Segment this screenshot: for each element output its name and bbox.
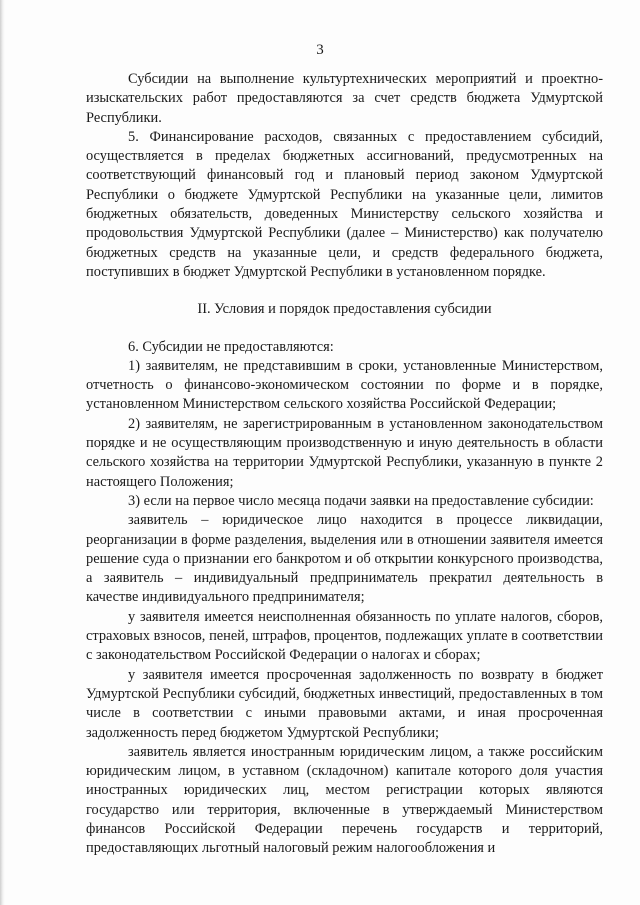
- paragraph-tax-obligation: у заявителя имеется неисполненная обязанность по уплате налогов, сборов, страховых взносов, пеней, штрафов, процентов, подлежащих уплате в соответствии с законодательством Российской Федерации о налогах и сборах;: [86, 608, 603, 664]
- paragraph-foreign-entity: заявитель является иностранным юридическим лицом, а также российским юридическим лицом, в уставном (складочном) капитале которого доля участия иностранных юридических лиц, местом регистрации которых являются государство или территория, включенные в утверждаемый Министерством финансов Российской Федерации перечень государств и территорий, предоставляющих льготный налоговый режим налогообложения и: [86, 743, 603, 857]
- paragraph-liquidation: заявитель – юридическое лицо находится в процессе ликвидации, реорганизации в форме разделения, выделения или в отношении заявителя имеется решение суда о признании его банкротом и об открытии конкурсного производства, а заявитель – индивидуальный предприниматель прекратил деятельность в качестве индивидуального предпринимателя;: [86, 512, 603, 606]
- section-heading: II. Условия и порядок предоставления субсидии: [197, 301, 492, 318]
- paragraph-subitem-3: 3) если на первое число месяца подачи заявки на предоставление субсидии:: [128, 492, 594, 509]
- paragraph-subitem-1: 1) заявителям, не представившим в сроки, установленные Министерством, отчетность о финансово-экономическом состоянии по форме и в порядке, установленном Министерством сельского хозяйства Российской Федерации;: [86, 357, 603, 413]
- document-body: [86, 70, 603, 859]
- paragraph-overdue-debt: у заявителя имеется просроченная задолженность по возврату в бюджет Удмуртской Республики субсидий, бюджетных инвестиций, предоставленных в том числе в соответствии с иными правовыми актами, и иная просроченная задолженность перед бюджетом Удмуртской Республики;: [86, 666, 603, 741]
- paragraph-subsidies-intro: Субсидии на выполнение культуртехнических мероприятий и проектно-изыскательских работ предоставляются за счет средств бюджета Удмуртской Республики.: [86, 71, 603, 126]
- paragraph-subitem-2: 2) заявителям, не зарегистрированным в установленном законодательством порядке и не осуществляющим производственную и иную деятельность в области сельского хозяйства на территории Удмуртской Республики, указанную в пункте 2 настоящего Положения;: [86, 415, 603, 490]
- paragraph-item-6: 6. Субсидии не предоставляются:: [128, 338, 334, 355]
- page-number: 3: [316, 42, 324, 58]
- paragraph-item-5: 5. Финансирование расходов, связанных с предоставлением субсидий, осуществляется в пределах бюджетных ассигнований, предусмотренных на соответствующий финансовый год и плановый период законом Удмуртской Республики о бюджете Удмуртской Республики на указанные цели, лимитов бюджетных обязательств, доведенных Министерству сельского хозяйства и продовольствия Удмуртской Республики (далее – Министерство) как получателю бюджетных средств на указанные цели, и средств федерального бюджета, поступивших в бюджет Удмуртской Республики в установленном порядке.: [86, 128, 603, 280]
- scan-edge-shadow: [0, 0, 5, 905]
